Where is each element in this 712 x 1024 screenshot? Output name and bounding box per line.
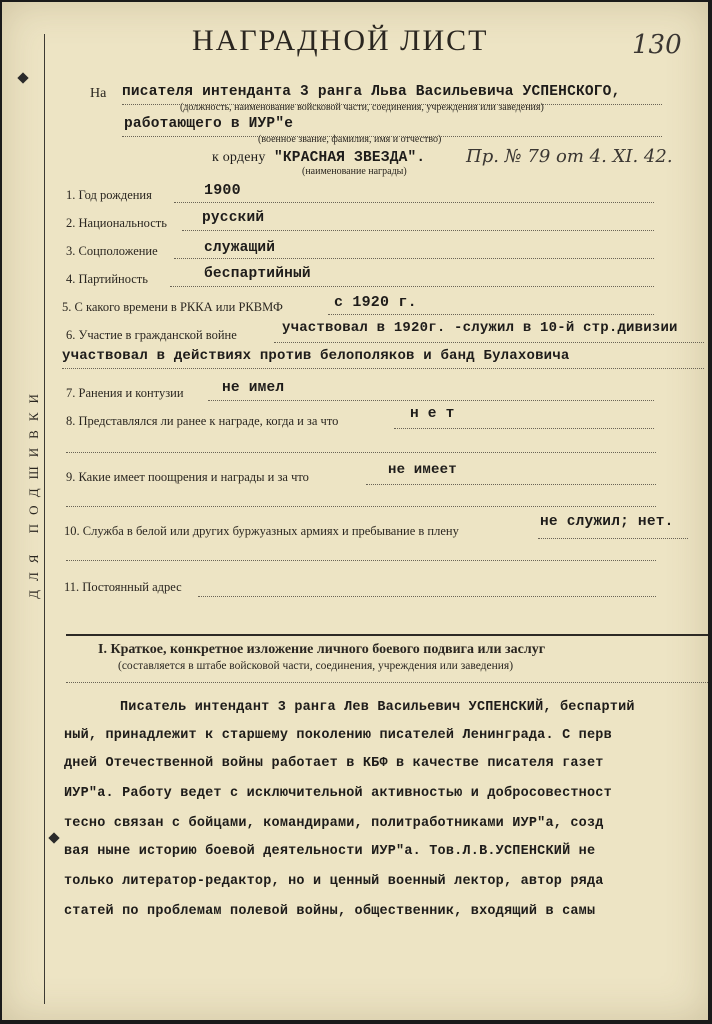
field-label-nationality: 2. Национальность: [66, 216, 167, 230]
award-name: "КРАСНАЯ ЗВЕЗДА".: [274, 150, 426, 166]
section-text-line: дней Отечественной войны работает в КБФ в качестве писателя газет: [64, 756, 604, 771]
award-order-handwritten: Пр. № 79 от 4. XI. 42.: [466, 146, 673, 167]
field-value-civil-war: участвовал в 1920г. -служил в 10-й стр.дивизии: [282, 320, 678, 336]
field-value-social-status: служащий: [204, 240, 276, 256]
section-text-line: тесно связан с бойцами, командирами, политработниками ИУР"а, созд: [64, 816, 604, 831]
field-value-awards: не имеет: [388, 462, 457, 478]
field-label-address: 11. Постоянный адрес: [64, 580, 182, 594]
section-text-line: ИУР"а. Работу ведет с исключительной активностью и добросовестност: [64, 786, 612, 801]
page-number: 130: [632, 30, 682, 60]
field-label-service-start: 5. С какого времени в РККА или РКВМФ: [62, 300, 283, 314]
binding-hole-marker: [17, 72, 28, 83]
binding-hole-marker: [48, 832, 59, 843]
section-divider: [66, 634, 708, 636]
field-value-white-army: не служил; нет.: [540, 514, 674, 530]
section-subheading: (составляется в штабе войсковой части, соединения, учреждения или заведения): [118, 660, 514, 672]
section-text-line: вая ныне историю боевой деятельности ИУР"а. Тов.Л.В.УСПЕНСКИЙ не: [64, 844, 596, 859]
field-label-wounds: 7. Ранения и контузии: [66, 386, 184, 400]
field-value-wounds: не имел: [222, 380, 285, 396]
section-text-line: ный, принадлежит к старшему поколению писателей Ленинграда. С перв: [64, 728, 612, 743]
nominee-line-1: писателя интенданта 3 ранга Льва Васильевича УСПЕНСКОГО,: [122, 84, 621, 100]
field-label-awards: 9. Какие имеет поощрения и награды и за что: [66, 470, 309, 484]
section-text-line: статей по проблемам полевой войны, общественник, входящий в самы: [64, 904, 596, 919]
field-value-previous-nomination: н е т: [410, 406, 455, 422]
field-label-social-status: 3. Соцположение: [66, 244, 158, 258]
nominee-caption-1: (должность, наименование войсковой части, соединения, учреждения или заведения): [180, 102, 544, 113]
field-label-birth-year: 1. Год рождения: [66, 188, 152, 202]
award-sheet-page: [2, 2, 708, 1020]
nominee-caption-3: (наименование награды): [302, 166, 407, 177]
field-label-party: 4. Партийность: [66, 272, 148, 286]
field-value-civil-war-continued: участвовал в действиях против белополяков и банд Булаховича: [62, 348, 570, 364]
field-value-nationality: русский: [202, 210, 265, 226]
award-prefix: к ордену: [212, 150, 266, 165]
section-text-line: Писатель интендант 3 ранга Лев Васильевич УСПЕНСКИЙ, беспартий: [120, 700, 635, 715]
document-title: НАГРАДНОЙ ЛИСТ: [192, 24, 489, 57]
section-heading: I. Краткое, конкретное изложение личного боевого подвига или заслуг: [98, 642, 546, 657]
field-label-civil-war: 6. Участие в гражданской войне: [66, 328, 237, 342]
field-value-birth-year: 1900: [204, 182, 241, 199]
binding-side-label: ДЛЯ ПОДШИВКИ: [26, 385, 41, 599]
field-label-white-army: 10. Служба в белой или других буржуазных армиях и пребывание в плену: [64, 524, 459, 538]
nominee-line-2: работающего в ИУР"е: [124, 116, 294, 132]
field-value-party: беспартийный: [204, 266, 311, 282]
section-text-line: только литератор-редактор, но и ценный военный лектор, автор ряда: [64, 874, 604, 889]
field-label-previous-nomination: 8. Представлялся ли ранее к награде, когда и за что: [66, 414, 339, 428]
nominee-caption-2: (военное звание, фамилия, имя и отчество): [258, 134, 442, 145]
field-value-service-start: с 1920 г.: [334, 294, 417, 311]
nominee-prefix: На: [90, 86, 107, 101]
